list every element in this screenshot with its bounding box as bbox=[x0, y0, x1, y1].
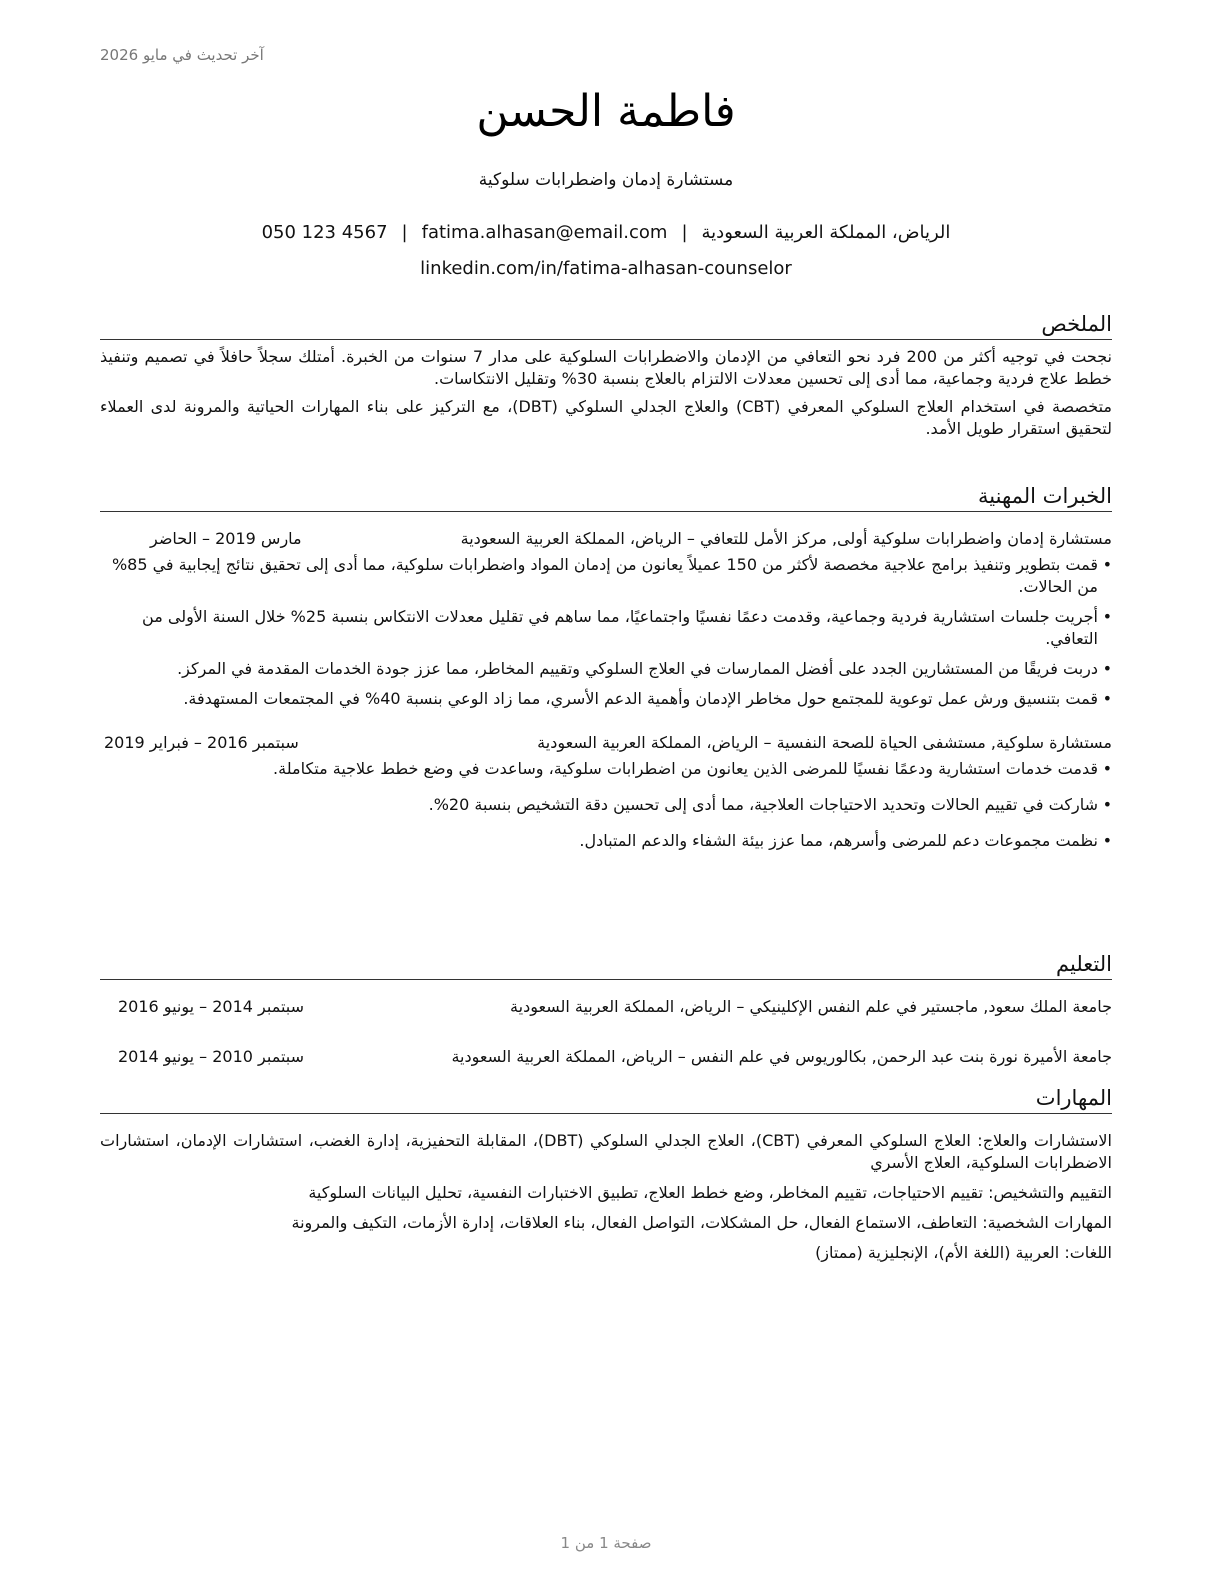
phone: 050 123 4567 bbox=[261, 222, 388, 243]
job-title: مستشارة سلوكية, مستشفى الحياة للصحة النفسية – الرياض، المملكة العربية السعودية bbox=[537, 733, 1112, 752]
separator: | bbox=[401, 222, 408, 243]
candidate-name: فاطمة الحسن bbox=[476, 86, 736, 137]
location: الرياض، المملكة العربية السعودية bbox=[701, 222, 951, 243]
job-bullets bbox=[100, 554, 1112, 710]
education-row bbox=[100, 996, 1112, 1018]
candidate-title: مستشارة إدمان واضطرابات سلوكية bbox=[478, 170, 734, 190]
education-section bbox=[100, 950, 1112, 1068]
list-item: • قدمت خدمات استشارية ودعمًا نفسيًا للمرضى الذين يعانون من اضطرابات سلوكية، وساعدت في وضع خطط علاجية متكاملة. bbox=[100, 758, 1112, 780]
list-item: • نظمت مجموعات دعم للمرضى وأسرهم، مما عزز بيئة الشفاء والدعم المتبادل. bbox=[100, 830, 1112, 852]
experience-section bbox=[100, 482, 1112, 866]
section-heading: الخبرات المهنية bbox=[100, 482, 1112, 512]
page-number: صفحة 1 من 1 bbox=[560, 1534, 652, 1552]
job-header bbox=[100, 528, 1112, 550]
job-dates: مارس 2019 – الحاضر bbox=[150, 529, 302, 548]
summary-section bbox=[100, 310, 1112, 440]
education-row bbox=[100, 1046, 1112, 1068]
section-heading: التعليم bbox=[100, 950, 1112, 980]
list-item: • شاركت في تقييم الحالات وتحديد الاحتياجات العلاجية، مما أدى إلى تحسين دقة التشخيص بنسبة 20%. bbox=[100, 794, 1112, 816]
section-heading: المهارات bbox=[100, 1084, 1112, 1114]
skill-line: اللغات: العربية (اللغة الأم)، الإنجليزية (ممتاز) bbox=[815, 1243, 1112, 1262]
resume-page bbox=[100, 0, 1112, 1584]
education-dates: سبتمبر 2010 – يونيو 2014 bbox=[118, 1047, 305, 1066]
skill-line: المهارات الشخصية: التعاطف، الاستماع الفعال، حل المشكلات، التواصل الفعال، بناء العلاقات، إدارة الأزمات، التكيف والمرونة bbox=[291, 1213, 1112, 1232]
email-link[interactable]: fatima.alhasan@email.com bbox=[421, 222, 668, 243]
section-heading: الملخص bbox=[100, 310, 1112, 340]
job-header bbox=[100, 732, 1112, 754]
job-title: مستشارة إدمان واضطرابات سلوكية أولى, مركز الأمل للتعافي – الرياض، المملكة العربية السعودية bbox=[460, 529, 1112, 548]
summary-paragraph: متخصصة في استخدام العلاج السلوكي المعرفي (CBT) والعلاج الجدلي السلوكي (DBT)، مع التركيز على بناء المهارات الحياتية والمرونة لدى العملاء لتحقيق استقرار طويل الأمد. bbox=[100, 397, 1112, 438]
list-item: • دربت فريقًا من المستشارين الجدد على أفضل الممارسات في العلاج السلوكي وتقييم المخاطر، مما عزز جودة الخدمات المقدمة في المركز. bbox=[100, 658, 1112, 680]
list-item: • قمت بتطوير وتنفيذ برامج علاجية مخصصة لأكثر من 150 عميلاً يعانون من إدمان المواد واضطرابات سلوكية، مما أدى إلى تحقيق نتائج إيجابية في 85% من الحالات. bbox=[100, 554, 1112, 598]
linkedin-link[interactable]: linkedin.com/in/fatima-alhasan-counselor bbox=[420, 258, 792, 279]
skills-section bbox=[100, 1084, 1112, 1264]
job-bullets bbox=[100, 758, 1112, 852]
last-updated: آخر تحديث في مايو 2026 bbox=[100, 46, 264, 64]
education-title: جامعة الأميرة نورة بنت عبد الرحمن, بكالوريوس في علم النفس – الرياض، المملكة العربية السعودية bbox=[451, 1047, 1112, 1066]
contact-line bbox=[100, 222, 1112, 243]
summary-paragraph: نجحت في توجيه أكثر من 200 فرد نحو التعافي من الإدمان والاضطرابات السلوكية على مدار 7 سنوات من الخبرة. أمتلك سجلاً حافلاً في تصميم وتنفيذ خطط علاج فردية وجماعية، مما أدى إلى تحسين معدلات الالتزام بالعلاج بنسبة 30% وتقليل الانتكاسات. bbox=[100, 347, 1113, 388]
separator: | bbox=[681, 222, 688, 243]
list-item: • قمت بتنسيق ورش عمل توعوية للمجتمع حول مخاطر الإدمان وأهمية الدعم الأسري، مما زاد الوعي بنسبة 40% في المجتمعات المستهدفة. bbox=[100, 688, 1112, 710]
job-dates: سبتمبر 2016 – فبراير 2019 bbox=[104, 733, 299, 752]
list-item: • أجريت جلسات استشارية فردية وجماعية، وقدمت دعمًا نفسيًا واجتماعيًا، مما ساهم في تقليل معدلات الانتكاس بنسبة 25% خلال السنة الأولى من التعافي. bbox=[100, 606, 1112, 650]
skill-line: التقييم والتشخيص: تقييم الاحتياجات، تقييم المخاطر، وضع خطط العلاج، تطبيق الاختبارات النفسية، تحليل البيانات السلوكية bbox=[308, 1183, 1112, 1202]
education-dates: سبتمبر 2014 – يونيو 2016 bbox=[118, 997, 305, 1016]
skill-line: الاستشارات والعلاج: العلاج السلوكي المعرفي (CBT)، العلاج الجدلي السلوكي (DBT)، المقابلة التحفيزية، إدارة الغضب، استشارات الإدمان، استشارات الاضطرابات السلوكية، العلاج الأسري bbox=[100, 1131, 1113, 1172]
education-title: جامعة الملك سعود, ماجستير في علم النفس الإكلينيكي – الرياض، المملكة العربية السعودية bbox=[510, 997, 1112, 1016]
